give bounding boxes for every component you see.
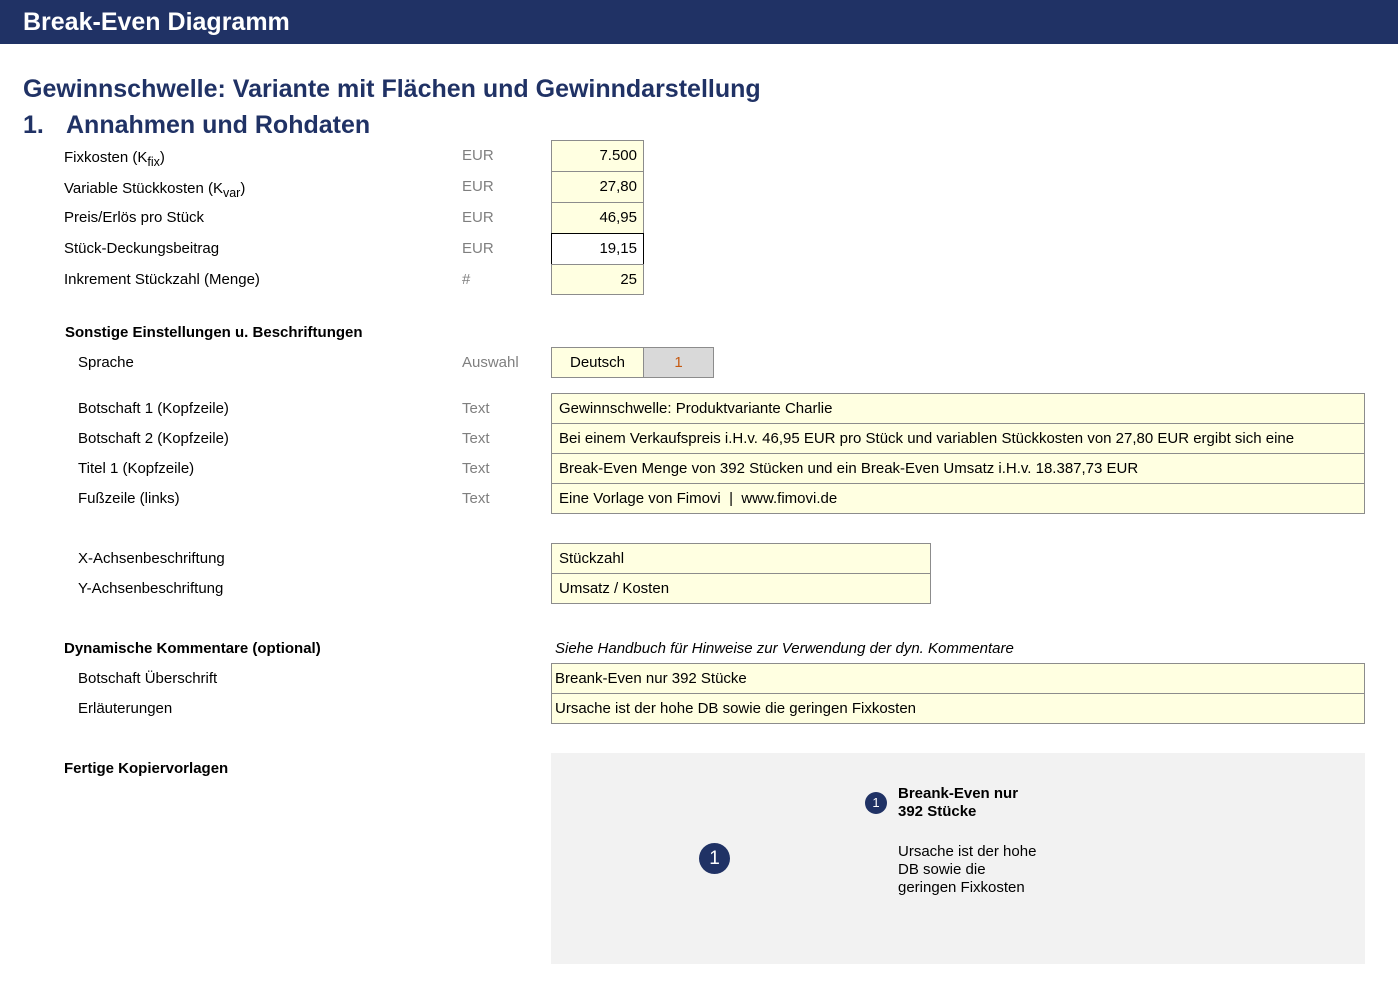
- template-body-line3: geringen Fixkosten: [898, 879, 1025, 896]
- page-title: Break-Even Diagramm: [23, 8, 290, 36]
- message1-input[interactable]: Gewinnschwelle: Produktvariante Charlie: [551, 393, 1365, 424]
- language-select[interactable]: Deutsch: [551, 347, 644, 378]
- contribution-margin-unit: EUR: [462, 240, 494, 257]
- variable-costs-input[interactable]: 27,80: [551, 171, 644, 203]
- variable-costs-label: Variable Stückkosten $(K_{var})$: [64, 180, 246, 200]
- message1-unit: Text: [462, 400, 490, 417]
- template-body[interactable]: [898, 843, 1036, 897]
- language-label: Sprache: [78, 354, 134, 371]
- increment-unit: #: [462, 271, 471, 288]
- increment-input[interactable]: 25: [551, 264, 644, 295]
- price-unit: EUR: [462, 209, 494, 226]
- footer-label: Fußzeile (links): [78, 490, 180, 507]
- section-heading: Annahmen und Rohdaten: [66, 111, 371, 139]
- price-input[interactable]: 46,95: [551, 202, 644, 234]
- comment-title-input[interactable]: Breank-Even nur 392 Stücke: [551, 663, 1365, 694]
- settings-heading: Sonstige Einstellungen u. Beschriftungen: [65, 324, 363, 341]
- template-body-line1: Ursache ist der hohe: [898, 843, 1037, 860]
- marker-small[interactable]: 1: [865, 792, 887, 814]
- template-title-line2: 392 Stücke: [898, 803, 977, 820]
- comments-heading: Dynamische Kommentare (optional): [64, 640, 321, 657]
- message1-label: Botschaft 1 (Kopfzeile): [78, 400, 229, 417]
- language-unit: Auswahl: [462, 354, 519, 371]
- comments-note: Siehe Handbuch für Hinweise zur Verwendung der dyn. Kommentare: [555, 640, 1014, 657]
- templates-heading: Fertige Kopiervorlagen: [64, 760, 229, 777]
- template-title-line1: Breank-Even nur: [898, 785, 1019, 802]
- footer-input[interactable]: Eine Vorlage von Fimovi | www.fimovi.de: [551, 483, 1365, 514]
- increment-label: Inkrement Stückzahl (Menge): [64, 271, 260, 288]
- comment-body-input[interactable]: Ursache ist der hohe DB sowie die geringen Fixkosten: [551, 693, 1365, 724]
- price-label: Preis/Erlös pro Stück: [64, 209, 205, 226]
- footer-unit: Text: [462, 490, 490, 507]
- title1-input[interactable]: Break-Even Menge von 392 Stücken und ein Break-Even Umsatz i.H.v. 18.387,73 EUR: [551, 453, 1365, 484]
- y-axis-label: Y-Achsenbeschriftung: [78, 580, 224, 597]
- title1-label: Titel 1 (Kopfzeile): [78, 460, 195, 477]
- comment-body-label: Erläuterungen: [78, 700, 173, 717]
- y-axis-input[interactable]: Umsatz / Kosten: [551, 573, 931, 604]
- contribution-margin-label: Stück-Deckungsbeitrag: [64, 240, 220, 257]
- contribution-margin-value: 19,15: [551, 233, 644, 265]
- marker-large[interactable]: 1: [699, 843, 730, 874]
- fixed-costs-unit: EUR: [462, 147, 494, 164]
- x-axis-input[interactable]: Stückzahl: [551, 543, 931, 574]
- title1-unit: Text: [462, 460, 490, 477]
- variable-costs-unit: EUR: [462, 178, 494, 195]
- subtitle: Gewinnschwelle: Variante mit Flächen und Gewinndarstellung: [23, 75, 761, 103]
- fixed-costs-input[interactable]: 7.500: [551, 140, 644, 172]
- template-body-line2: DB sowie die: [898, 861, 986, 878]
- comment-title-label: Botschaft Überschrift: [78, 670, 218, 687]
- fixed-costs-label: Fixkosten $(K_{fix})$: [64, 149, 165, 169]
- template-title[interactable]: [898, 785, 1018, 821]
- message2-label: Botschaft 2 (Kopfzeile): [78, 430, 229, 447]
- x-axis-label: X-Achsenbeschriftung: [78, 550, 225, 567]
- message2-input[interactable]: Bei einem Verkaufspreis i.H.v. 46,95 EUR pro Stück und variablen Stückkosten von 27,80 EUR ergibt sich eine: [551, 423, 1365, 454]
- section-number: 1.: [23, 111, 44, 139]
- language-index: 1: [643, 347, 714, 378]
- message2-unit: Text: [462, 430, 490, 447]
